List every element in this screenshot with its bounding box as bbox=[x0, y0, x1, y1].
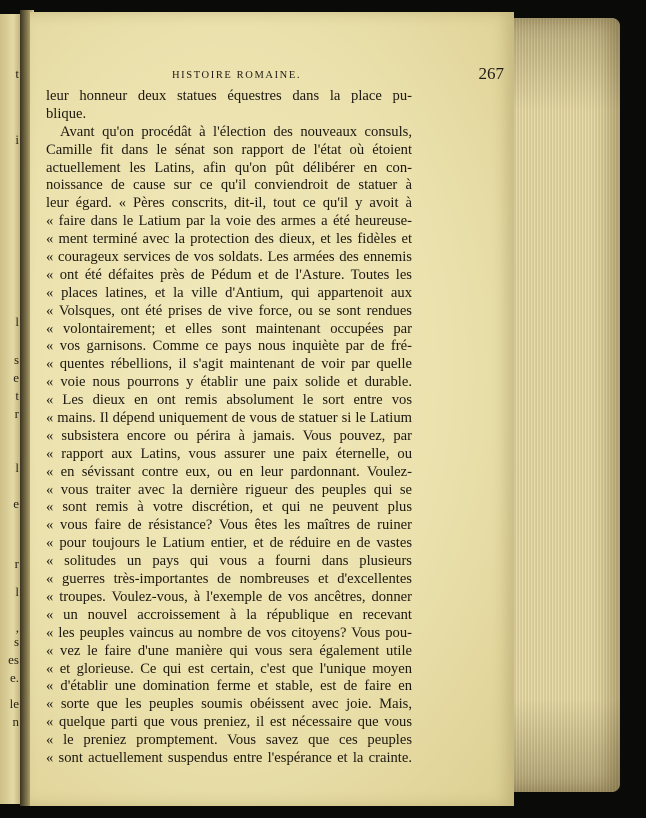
text-line: « subsistera encore ou périra à jamais. Vous pouvez, par bbox=[46, 427, 412, 444]
text-line: Avant qu'on procédât à l'élection des nouveaux consuls, bbox=[60, 123, 412, 140]
text-line: « pour toujours le Latium entier, et de réduire en de vastes bbox=[46, 535, 412, 552]
left-page-fragment: , bbox=[15, 620, 19, 635]
text-line: « un nouvel accroissement à la république en recevant bbox=[46, 606, 412, 623]
left-page-fragment: t bbox=[15, 388, 19, 403]
left-page-fragment: l bbox=[15, 314, 19, 329]
text-line: « ont été défaites près de Pédum et de l'Asture. Toutes les bbox=[46, 266, 412, 283]
text-line: « voie nous pourrons y établir une paix solide et durable. bbox=[46, 374, 412, 391]
body-text bbox=[46, 88, 412, 768]
left-page-fragment: le bbox=[9, 696, 19, 711]
text-line: « Volsques, ont été prises de vive force, ou se sont rendues bbox=[46, 302, 412, 319]
text-line: « courageux services de vos soldats. Les armées des ennemis bbox=[46, 249, 412, 266]
text-line: « en sévissant contre eux, ou en leur pardonnant. Voulez- bbox=[46, 463, 412, 480]
text-line: « sont remis à votre discrétion, et qui ne peuvent plus bbox=[46, 499, 412, 516]
text-line: « guerres très-importantes de nombreuses et d'excellentes bbox=[46, 571, 412, 588]
text-line: « Les dieux en ont remis absolument le sort entre vos bbox=[46, 392, 412, 409]
text-line: « quelque parti que vous preniez, il est nécessaire que vous bbox=[46, 714, 412, 731]
page-number: 267 bbox=[478, 64, 504, 83]
text-line: « vez le faire d'une manière qui vous sera également utile bbox=[46, 642, 412, 659]
text-line: « faire dans le Latium par la voie des armes a été heureuse- bbox=[46, 213, 412, 230]
page-header bbox=[60, 64, 506, 86]
text-line: « solitudes un pays qui vous a fourni dans plusieurs bbox=[46, 553, 412, 570]
text-line: « d'établir une domination ferme et stable, est de faire en bbox=[46, 678, 412, 695]
text-line: actuellement les Latins, afin qu'on pût délibérer en con- bbox=[46, 159, 412, 176]
text-line: « mains. Il dépend uniquement de vous de statuer si le Latium bbox=[46, 410, 412, 427]
left-page-fragment: r bbox=[14, 556, 19, 571]
text-line: noissance de cause sur ce qu'il conviendroit de statuer à bbox=[46, 177, 412, 194]
running-title: HISTOIRE ROMAINE. bbox=[172, 70, 302, 81]
text-line: leur égard. « Pères conscrits, dit-il, tout ce qu'il y avoit à bbox=[46, 195, 412, 212]
left-page-fragment: es bbox=[8, 652, 19, 667]
left-page-fragment: r bbox=[14, 406, 19, 421]
text-line: « le preniez promptement. Vous savez que ces peuples bbox=[46, 732, 412, 749]
left-page-fragment: n bbox=[12, 714, 19, 729]
left-page-fragment: s bbox=[13, 634, 19, 649]
text-line: leur honneur deux statues équestres dans la place pu- bbox=[46, 88, 412, 104]
left-page-fragment: e. bbox=[9, 670, 19, 685]
text-line: « sorte que les peuples soumis obéissent avec joie. Mais, bbox=[46, 696, 412, 713]
left-page-fragment: i bbox=[15, 132, 19, 147]
text-line: « ment terminé avec la protection des dieux, et les fidèles et bbox=[46, 231, 412, 248]
left-page-fragment: s bbox=[13, 352, 19, 367]
text-line: « les peuples vaincus au nombre de vos citoyens? Vous pou- bbox=[46, 624, 412, 641]
text-line: Camille fit dans le sénat son rapport de l'état où étoient bbox=[46, 141, 412, 158]
text-line: « volontairement; et elles sont maintenant occupées par bbox=[46, 320, 412, 337]
left-page-fragment: e bbox=[13, 496, 19, 511]
text-line: « vous traiter avec la dernière rigueur des peuples qui se bbox=[46, 481, 412, 498]
text-line: « vous faire de résistance? Vous êtes les maîtres de ruiner bbox=[46, 517, 412, 534]
left-page-fragment: l bbox=[15, 584, 19, 599]
left-page-fragment: t bbox=[15, 66, 19, 81]
left-facing-page bbox=[0, 14, 22, 804]
page-edges-shadow bbox=[510, 18, 620, 792]
left-page-fragment: l bbox=[15, 460, 19, 475]
text-line: blique. bbox=[46, 105, 87, 122]
left-page-fragment: e bbox=[13, 370, 19, 385]
text-line: « quentes rébellions, il s'agit maintenant de voir par quelle bbox=[46, 356, 412, 373]
text-line: « troupes. Voulez-vous, à l'exemple de vos ancêtres, donner bbox=[46, 588, 412, 605]
text-line: « vos garnisons. Comme ce pays nous inquiète par de fré- bbox=[46, 338, 412, 355]
text-line: « places latines, et la ville d'Antium, qui appartenoit aux bbox=[46, 284, 412, 301]
text-line: « rapport aux Latins, vous assurer une paix éternelle, ou bbox=[46, 445, 412, 462]
text-line: « et glorieuse. Ce qui est certain, c'est que l'unique moyen bbox=[46, 660, 412, 677]
text-line: « sont actuellement suspendus entre l'espérance et la crainte. bbox=[46, 749, 412, 766]
